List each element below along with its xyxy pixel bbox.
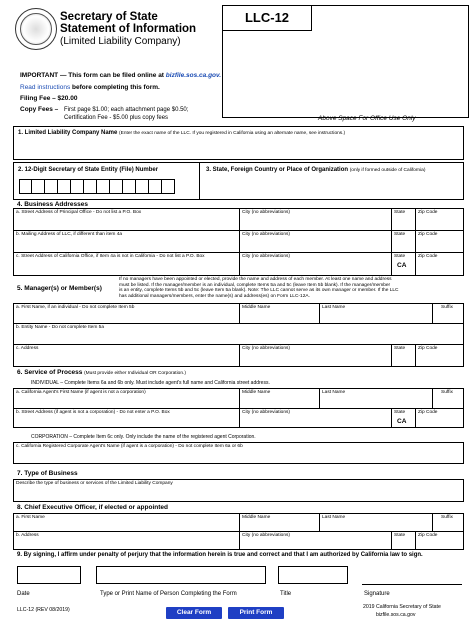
date-input[interactable] — [17, 566, 81, 584]
important-note: IMPORTANT — This form can be filed online at bizfile.sos.ca.gov. — [20, 72, 222, 79]
ceo-suffix-label[interactable]: Suffix — [441, 515, 453, 520]
business-type-label[interactable]: Describe the type of business or services of the Limited Liability Company — [16, 481, 173, 486]
read-instructions-link[interactable]: Read instructions — [20, 84, 71, 91]
filing-fee: Filing Fee – $20.00 — [20, 95, 78, 102]
manager-address-label[interactable]: c. Address — [16, 346, 39, 351]
revision-label: LLC-12 (REV 08/2019) — [17, 607, 70, 613]
agent-first-name-label[interactable]: a. California Agent's First Name (if agent is not a corporation) — [16, 390, 146, 395]
agent-suffix-label[interactable]: Suffix — [441, 390, 453, 395]
state-4a-label[interactable]: State — [394, 210, 406, 215]
ceo-middle-name-label[interactable]: Middle Name — [242, 515, 271, 520]
manager-middle-name-label[interactable]: Middle Name — [242, 305, 271, 310]
site-label: bizfile.sos.ca.gov — [376, 612, 416, 618]
form-subtitle: (Limited Liability Company) — [60, 36, 181, 47]
section-3-label: 3. State, Foreign Country or Place of Organization — [206, 167, 349, 173]
manager-entity-name-label[interactable]: b. Entity Name - Do not complete Item 5a — [16, 325, 104, 330]
copyright-label: 2019 California Secretary of State — [363, 604, 441, 610]
section-1-note: (Enter the exact name of the LLC. If you registered in California using an alternate name, see instructions.) — [119, 131, 346, 136]
zip-4c-label[interactable]: Zip Code — [418, 254, 438, 259]
name-input[interactable] — [96, 566, 266, 584]
corporation-instruction: CORPORATION – Complete Item 6c only. Only include the name of the registered agent Corporation. — [31, 434, 256, 440]
state-4c-value: CA — [397, 262, 407, 269]
section-9-label: 9. By signing, I affirm under penalty of perjury that the information herein is true and correct and that I am authorized by California law to sign. — [17, 552, 423, 558]
signature-line[interactable] — [362, 584, 462, 585]
ceo-last-name-label[interactable]: Last Name — [322, 515, 346, 520]
ceo-state-label[interactable]: State — [394, 533, 406, 538]
agent-last-name-label[interactable]: Last Name — [322, 390, 346, 395]
state-4c-label: State — [394, 254, 406, 259]
form-number: LLC-12 — [222, 5, 312, 31]
section-3-note: (only if formed outside of California) — [349, 168, 426, 173]
state-of-organization-input[interactable] — [206, 177, 459, 196]
signature-label: Signature — [364, 591, 390, 597]
section-5-note: If no managers have been appointed or elected, provide the name and address of each member. At least one name and address must be listed. If the manager/member is an individual, complete Items 5a and 5c (leave Item 5b blank). If the manager/member is an entity, complete Items 5b and 5c (leave Item 5a blank). Note: The LLC cannot serve as its own manager or member. If the LLC has additional managers/members, enter the name(s) and address(es) on Form LLC-12A. — [119, 277, 399, 299]
copy-fees-text: First page $1.00; each attachment page $0.50; Certification Fee - $5.00 plus copy fees — [64, 107, 189, 121]
entity-number-boxes[interactable] — [19, 179, 175, 194]
manager-first-name-label[interactable]: a. First Name, if an individual - Do not complete Item 5b — [16, 305, 135, 310]
section-5-label: 5. Manager(s) or Member(s) — [17, 285, 102, 292]
type-name-label: Type or Print Name of Person Completing the Form — [100, 591, 237, 597]
city-4c-label[interactable]: City (no abbreviations) — [242, 254, 290, 259]
city-4b-label[interactable]: City (no abbreviations) — [242, 232, 290, 237]
individual-instruction: INDIVIDUAL – Complete Items 6a and 6b only. Must include agent's full name and California street address. — [31, 380, 270, 386]
ceo-first-name-label[interactable]: a. First Name — [16, 515, 45, 520]
manager-last-name-label[interactable]: Last Name — [322, 305, 346, 310]
address-4c-label[interactable]: c. Street Address of California Office, if Item 4a is not in California - Do not list a P.O. Box — [16, 254, 205, 259]
section-4-label: 4. Business Addresses — [17, 201, 88, 208]
title-line1: Secretary of State — [60, 11, 158, 23]
agent-state-label: State — [394, 410, 406, 415]
manager-zip-label[interactable]: Zip Code — [418, 346, 438, 351]
form-title — [60, 11, 196, 35]
ceo-address-label[interactable]: b. Address — [16, 533, 39, 538]
clear-form-button[interactable]: Clear Form — [166, 607, 222, 619]
title-input[interactable] — [278, 566, 348, 584]
state-4b-label[interactable]: State — [394, 232, 406, 237]
section-7 — [13, 470, 464, 502]
state-seal — [15, 8, 57, 50]
title-label: Title — [280, 591, 292, 597]
agent-city-label[interactable]: City (no abbreviations) — [242, 410, 290, 415]
section-4 — [13, 200, 464, 276]
manager-suffix-label[interactable]: Suffix — [441, 305, 453, 310]
section-6 — [13, 368, 464, 466]
zip-4a-label[interactable]: Zip Code — [418, 210, 438, 215]
section-1 — [13, 126, 464, 160]
section-8-label: 8. Chief Executive Officer, if elected or appointed — [17, 504, 168, 511]
copy-fees-label: Copy Fees – — [20, 106, 59, 113]
section-1-label: 1. Limited Liability Company Name — [18, 130, 118, 136]
section-8 — [13, 504, 464, 550]
corporate-agent-label[interactable]: c. California Registered Corporate Agent's Name (if agent is a corporation) - Do not complete Item 6a or 6b — [16, 444, 243, 449]
city-4a-label[interactable]: City (no abbreviations) — [242, 210, 290, 215]
section-2-label: 2. 12-Digit Secretary of State Entity (File) Number — [18, 167, 159, 173]
ceo-zip-label[interactable]: Zip Code — [418, 533, 438, 538]
section-6-note: (Must provide either Individual OR Corporation.) — [84, 371, 186, 376]
address-4a-label[interactable]: a. Street Address of Principal Office - Do not list a P.O. Box — [16, 210, 142, 215]
title-line2: Statement of Information — [60, 23, 197, 35]
read-instructions: Read instructions before completing this form. — [20, 84, 160, 91]
agent-zip-label[interactable]: Zip Code — [418, 410, 438, 415]
agent-state-value: CA — [397, 418, 407, 425]
section-2-3 — [13, 162, 464, 200]
llc-name-input[interactable] — [18, 139, 459, 156]
agent-street-label[interactable]: b. Street Address (if agent is not a corporation) - Do not enter a P.O. Box — [16, 410, 170, 415]
office-use-label: Above Space For Office Use Only — [318, 115, 416, 122]
print-form-button[interactable]: Print Form — [228, 607, 284, 619]
section-6-label: 6. Service of Process — [17, 369, 83, 376]
manager-city-label[interactable]: City (no abbreviations) — [242, 346, 290, 351]
agent-middle-name-label[interactable]: Middle Name — [242, 390, 271, 395]
bizfile-link[interactable]: bizfile.sos.ca.gov. — [165, 72, 222, 79]
section-7-label: 7. Type of Business — [17, 470, 78, 477]
section-5 — [13, 277, 464, 367]
ceo-city-label[interactable]: City (no abbreviations) — [242, 533, 290, 538]
date-label: Date — [17, 591, 30, 597]
manager-state-label[interactable]: State — [394, 346, 406, 351]
address-4b-label[interactable]: b. Mailing Address of LLC, if different than item 4a — [16, 232, 123, 237]
zip-4b-label[interactable]: Zip Code — [418, 232, 438, 237]
